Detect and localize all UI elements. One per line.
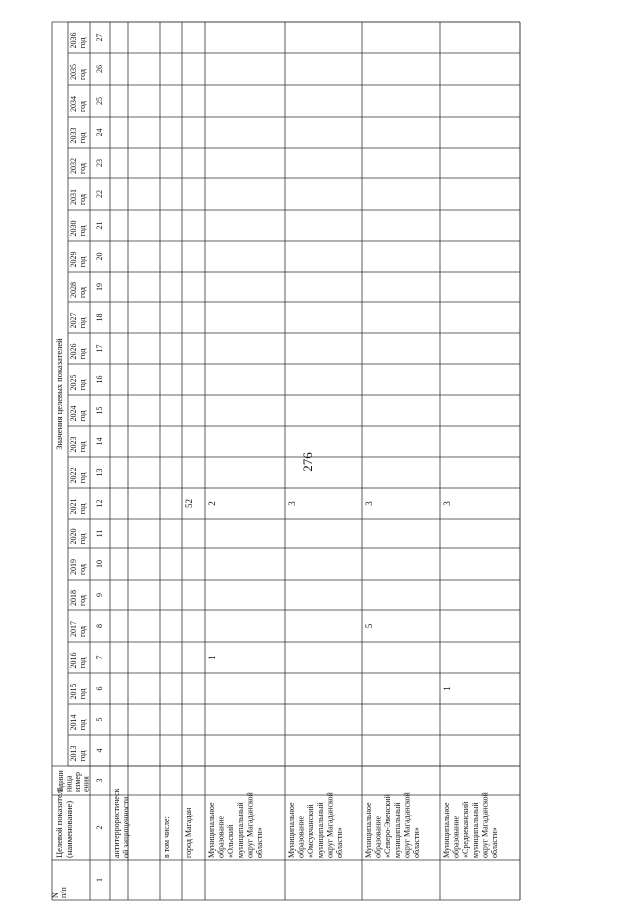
column-number: 12: [94, 499, 104, 508]
row-value: 1: [442, 686, 453, 691]
year-header-label: 2030год: [69, 220, 87, 237]
column-number: 22: [94, 190, 104, 198]
column-number: 1: [94, 878, 104, 882]
year-header-label: 2024год: [69, 405, 87, 422]
indicator-header-label: Целевой показатель(наименование): [54, 786, 74, 858]
column-number: 6: [94, 686, 104, 691]
year-header-label: 2015год: [69, 683, 87, 700]
year-header-label: 2035год: [69, 64, 87, 80]
row-value: 3: [364, 501, 375, 506]
year-header-label: 2022год: [69, 467, 87, 484]
year-header-label: 2031год: [69, 189, 87, 205]
column-number: 19: [94, 283, 104, 291]
column-number: 13: [94, 468, 104, 477]
row-value: 1: [207, 655, 218, 660]
row-name: Муниципальноеобразование«Ольскиймуниципальныйокруг Магаданскойобласти»: [207, 792, 264, 858]
num-header-label: Nп/п: [51, 887, 68, 898]
row-name: город Магадан: [184, 807, 193, 858]
year-header-label: 2026год: [69, 343, 87, 360]
year-header-label: 2020год: [69, 528, 87, 545]
unit-header-label: Едининицаизмерения: [56, 770, 91, 792]
column-number: 2: [94, 825, 104, 830]
year-header-label: 2023год: [69, 436, 87, 453]
year-header-label: 2032год: [69, 158, 87, 174]
column-number: 25: [94, 97, 104, 105]
year-header-label: 2033год: [69, 127, 87, 144]
column-number: 27: [94, 33, 104, 42]
year-header-label: 2019год: [69, 559, 87, 575]
column-number: 16: [94, 375, 104, 384]
row-value: 52: [184, 499, 195, 508]
year-header-label: 2029год: [69, 251, 87, 268]
year-header-label: 2021год: [69, 498, 87, 515]
row-name: Муниципальноеобразование«Северо-Эвенскиймуниципальныйокруг Магаданскойобласти»: [364, 792, 421, 858]
column-number: 26: [94, 65, 104, 73]
year-header-label: 2027год: [69, 312, 87, 329]
column-number: 14: [94, 437, 104, 446]
column-number: 20: [94, 252, 104, 261]
year-header-label: 2016год: [69, 652, 87, 669]
column-number: 18: [94, 313, 104, 322]
year-header-label: 2025год: [69, 374, 87, 391]
row-value: 3: [442, 501, 453, 506]
row-value: 3: [287, 501, 298, 506]
row-name: в том числе:: [162, 816, 171, 858]
column-number: 3: [94, 778, 104, 783]
column-number: 10: [94, 560, 104, 568]
row-value: 5: [364, 623, 375, 629]
values-header-label: Значения целевых показателей: [53, 338, 64, 450]
column-number: 15: [94, 406, 104, 415]
row-name: антитеррористической защищенности: [112, 788, 131, 858]
column-number: 23: [94, 159, 104, 167]
year-header-label: 2036год: [69, 32, 87, 49]
column-number: 4: [94, 748, 104, 753]
year-header-label: 2014год: [69, 714, 87, 731]
column-number: 7: [94, 655, 104, 660]
year-header-label: 2017год: [69, 621, 87, 637]
page-number: 276: [300, 452, 315, 472]
year-header-label: 2013год: [69, 745, 87, 762]
column-number: 5: [94, 717, 104, 722]
year-header-label: 2028год: [69, 282, 87, 298]
column-number: 8: [94, 624, 104, 628]
column-number: 24: [94, 128, 104, 137]
year-header-label: 2018год: [69, 590, 87, 606]
year-header-label: 2034год: [69, 96, 87, 112]
column-number: 9: [94, 593, 104, 597]
column-number: 21: [94, 221, 104, 230]
row-name: Муниципальноеобразование«Омсукчанскиймуниципальныйокруг Магаданскойобласти»: [287, 792, 344, 858]
row-name: Муниципальноеобразование«Среднеканскиймуниципальныйокруг Магаданскойобласти»: [442, 792, 499, 858]
row-value: 2: [207, 501, 218, 506]
column-number: 11: [94, 529, 104, 538]
column-number: 17: [94, 344, 104, 353]
